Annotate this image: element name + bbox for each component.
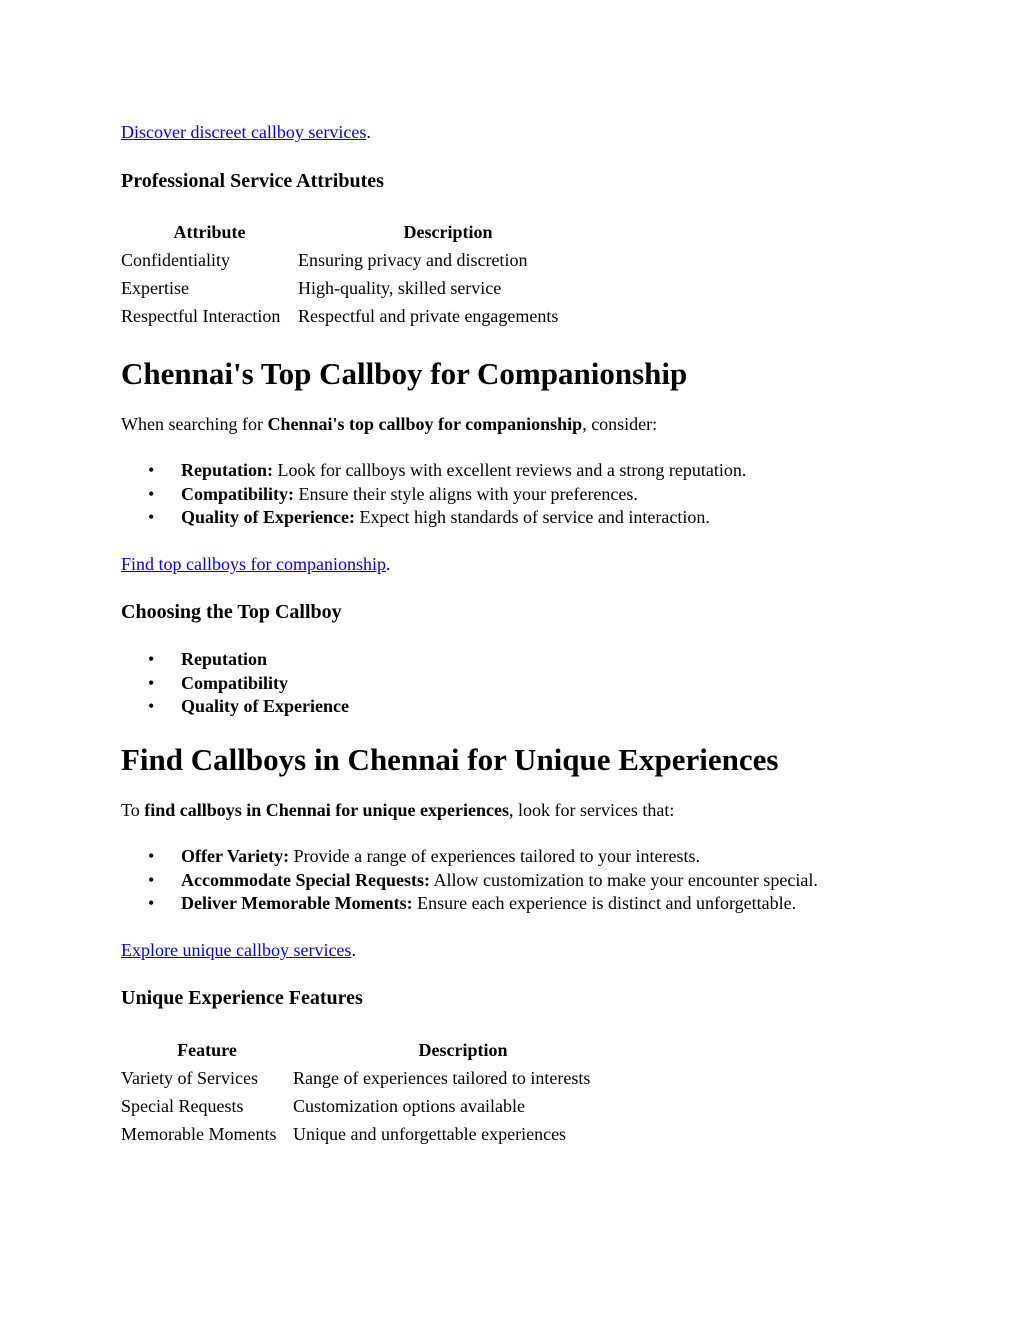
list-item-text: Ensure their style aligns with your preferences. [294, 483, 638, 504]
intro-bold-text: find callboys in Chennai for unique experiences [144, 800, 509, 820]
intro-text-end: , consider: [582, 414, 658, 434]
intro-text-end: , look for services that: [508, 800, 675, 820]
list-item-term: Compatibility: [181, 483, 295, 504]
list-item-term: Deliver Memorable Moments: [181, 893, 413, 913]
list-item-term: Quality of Experience [181, 696, 349, 716]
table-row [121, 302, 598, 330]
table-cell-description: Range of experiences tailored to interests [293, 1067, 591, 1088]
link-period: . [351, 940, 356, 960]
companionship-link-paragraph [121, 553, 390, 576]
attributes-table [121, 218, 598, 330]
column-header-attribute: Attribute [173, 221, 246, 242]
list-item [121, 483, 746, 507]
bullet-icon: • [148, 507, 155, 527]
list-item [121, 695, 349, 719]
table-cell-description: Ensuring privacy and discretion [298, 249, 528, 270]
table-cell-description: High-quality, skilled service [298, 277, 502, 298]
unique-experiences-heading: Find Callboys in Chennai for Unique Experiences [121, 742, 779, 777]
column-header-description: Description [403, 221, 493, 242]
features-heading: Unique Experience Features [121, 987, 363, 1009]
list-item-text: Ensure each experience is distinct and unforgettable. [412, 893, 797, 913]
intro-bold-text: Chennai's top callboy for companionship [267, 414, 583, 434]
companionship-heading: Chennai's Top Callboy for Companionship [121, 356, 688, 391]
discover-services-link[interactable]: Discover discreet callboy services [121, 122, 367, 142]
list-item-term: Quality of Experience: [181, 507, 355, 527]
bullet-icon: • [148, 696, 155, 716]
list-item-text: Expect high standards of service and interaction. [354, 507, 710, 527]
table-header-row [121, 218, 598, 246]
list-item [121, 672, 349, 696]
table-cell-attribute: Expertise [121, 277, 189, 298]
table-row [121, 1120, 633, 1148]
list-item [121, 845, 818, 869]
intro-text: To [121, 800, 145, 820]
choosing-bullet-list [121, 648, 349, 719]
explore-unique-services-link[interactable]: Explore unique callboy services [121, 940, 352, 960]
column-header-description: Description [418, 1039, 508, 1060]
list-item [121, 648, 349, 672]
column-header-feature: Feature [177, 1039, 237, 1060]
table-cell-feature: Variety of Services [121, 1067, 258, 1088]
companionship-bullet-list [121, 459, 746, 530]
list-item [121, 506, 746, 530]
bullet-icon: • [148, 649, 155, 669]
list-item-term: Reputation [181, 649, 268, 669]
bullet-icon: • [148, 893, 155, 913]
list-item [121, 459, 746, 483]
table-cell-description: Respectful and private engagements [298, 305, 559, 326]
link-period: . [385, 554, 391, 574]
table-cell-attribute: Confidentiality [121, 249, 230, 270]
table-row [121, 1064, 633, 1092]
unique-bullet-list [121, 845, 818, 916]
list-item-text: Provide a range of experiences tailored to your interests. [289, 846, 700, 866]
table-row [121, 246, 598, 274]
intro-paragraph [121, 121, 371, 144]
companionship-intro [121, 413, 657, 436]
intro-text: When searching for [121, 414, 268, 434]
list-item-text: Allow customization to make your encounter special. [429, 869, 818, 890]
table-cell-feature: Special Requests [121, 1095, 244, 1116]
bullet-icon: • [148, 672, 155, 693]
bullet-icon: • [148, 869, 155, 890]
list-item-term: Reputation: [181, 460, 274, 480]
table-cell-attribute: Respectful Interaction [121, 305, 281, 326]
unique-intro [121, 799, 674, 822]
list-item [121, 892, 818, 916]
table-cell-description: Customization options available [293, 1095, 525, 1116]
table-row [121, 274, 598, 302]
table-cell-feature: Memorable Moments [121, 1123, 277, 1144]
choosing-heading: Choosing the Top Callboy [121, 601, 342, 623]
intro-link-period: . [366, 122, 371, 142]
find-top-callboys-link[interactable]: Find top callboys for companionship [121, 554, 386, 574]
table-cell-description: Unique and unforgettable experiences [293, 1123, 567, 1144]
list-item-term: Offer Variety: [181, 846, 290, 866]
attributes-heading: Professional Service Attributes [121, 170, 384, 192]
list-item-text: Look for callboys with excellent reviews and a strong reputation. [273, 460, 747, 480]
list-item-term: Accommodate Special Requests: [181, 869, 430, 890]
unique-link-paragraph [121, 939, 356, 962]
table-row [121, 1092, 633, 1120]
table-header-row [121, 1036, 633, 1064]
features-table [121, 1036, 633, 1148]
bullet-icon: • [148, 483, 155, 504]
bullet-icon: • [148, 460, 155, 480]
list-item-term: Compatibility [181, 672, 289, 693]
list-item [121, 869, 818, 893]
bullet-icon: • [148, 846, 155, 866]
